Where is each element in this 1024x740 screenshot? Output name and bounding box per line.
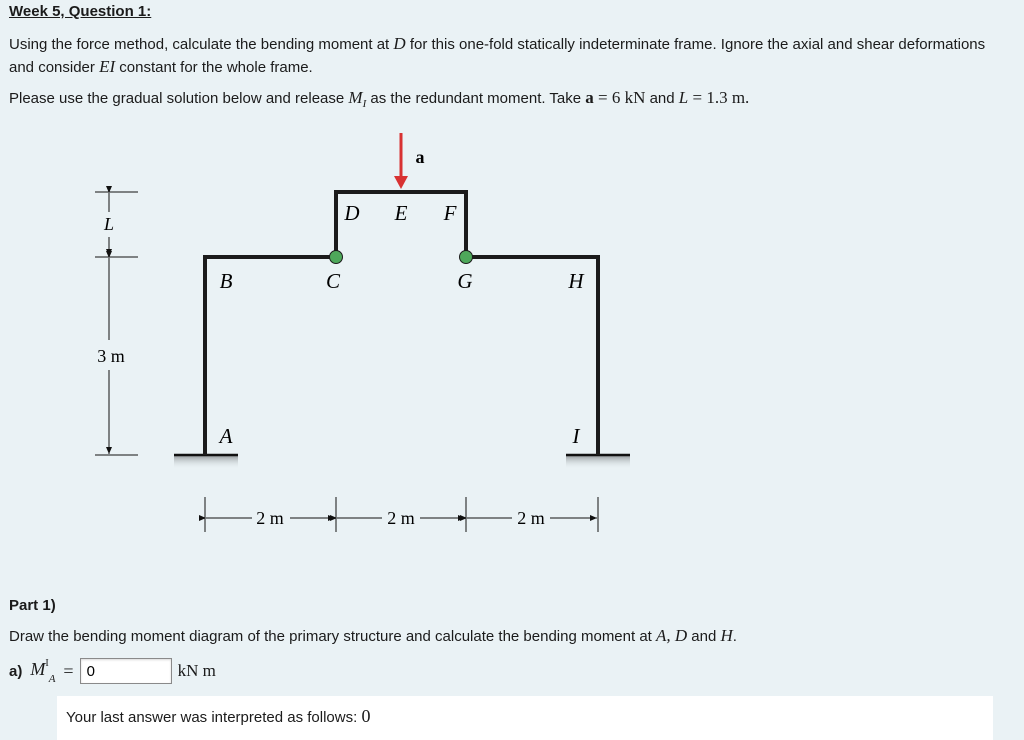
answer-row [9, 656, 216, 686]
math-m-sub: I [362, 98, 367, 110]
math-d: D [393, 34, 406, 53]
feedback-value: 0 [361, 706, 371, 726]
dimension-2m-label: 2 m [256, 508, 284, 528]
question-text: and [645, 90, 679, 107]
node-label-a: A [219, 424, 233, 448]
node-label-g: G [457, 269, 473, 293]
math-a: a [585, 88, 594, 107]
node-label-d: D [344, 201, 360, 225]
question-text: constant for the whole frame. [115, 59, 313, 76]
node-label-h: H [568, 269, 584, 293]
part-text: Draw the bending moment diagram of the primary structure and calculate the bending moment at [9, 628, 657, 645]
answer-variable [30, 659, 55, 683]
question-text: as the redundant moment. Take [366, 90, 586, 107]
part-text: . [732, 628, 737, 645]
question-text: Using the force method, calculate the bending moment at [9, 36, 394, 53]
math-l: L [678, 88, 689, 107]
vertical-dimensions [95, 192, 138, 455]
hinge-c [330, 251, 343, 264]
answer-var-sup: I [45, 658, 49, 670]
node-label-f: F [443, 201, 457, 225]
question-paragraph-1 [9, 33, 1014, 79]
answer-feedback [57, 696, 993, 740]
math-d-node: D [674, 626, 688, 645]
answer-var-m: M [30, 659, 46, 680]
feedback-text: Your last answer was interpreted as follows: [66, 709, 362, 726]
dimension-2m-label: 2 m [387, 508, 415, 528]
node-label-e: E [394, 201, 408, 225]
answer-var-sub: A [48, 672, 56, 685]
math-a-value: = 6 kN [593, 88, 646, 107]
math-a-node: A, [656, 626, 671, 645]
part-title: Part 1) [9, 597, 56, 614]
load-arrow [394, 133, 408, 189]
answer-label: a) [9, 662, 23, 680]
dimension-2m-label: 2 m [517, 508, 545, 528]
math-h-node: H [720, 626, 733, 645]
answer-input[interactable] [80, 658, 172, 684]
part-instructions [9, 626, 737, 646]
support-a [174, 455, 238, 469]
math-m: M [348, 88, 363, 107]
node-label-i: I [572, 424, 580, 448]
math-l-value: = 1.3 m. [688, 88, 750, 107]
math-ei: EI [99, 57, 116, 76]
frame-diagram [0, 120, 1024, 560]
support-i [566, 455, 630, 469]
question-text: Please use the gradual solution below and release [9, 90, 349, 107]
part-text: and [687, 628, 721, 645]
hinge-g [460, 251, 473, 264]
answer-unit: kN m [177, 661, 216, 680]
equals-sign: = [63, 660, 74, 681]
dimension-3m-label: 3 m [97, 346, 125, 366]
frame-members [205, 192, 598, 455]
question-text: for this one-fold statically indeterminate frame. Ignore the axial and shear deformations and consider [9, 36, 986, 76]
load-label: a [415, 147, 425, 167]
node-label-c: C [325, 269, 341, 293]
question-paragraph-2 [9, 87, 1014, 115]
dimension-l-label: L [103, 214, 115, 234]
node-label-b: B [219, 269, 233, 293]
question-title: Week 5, Question 1: [9, 3, 152, 20]
